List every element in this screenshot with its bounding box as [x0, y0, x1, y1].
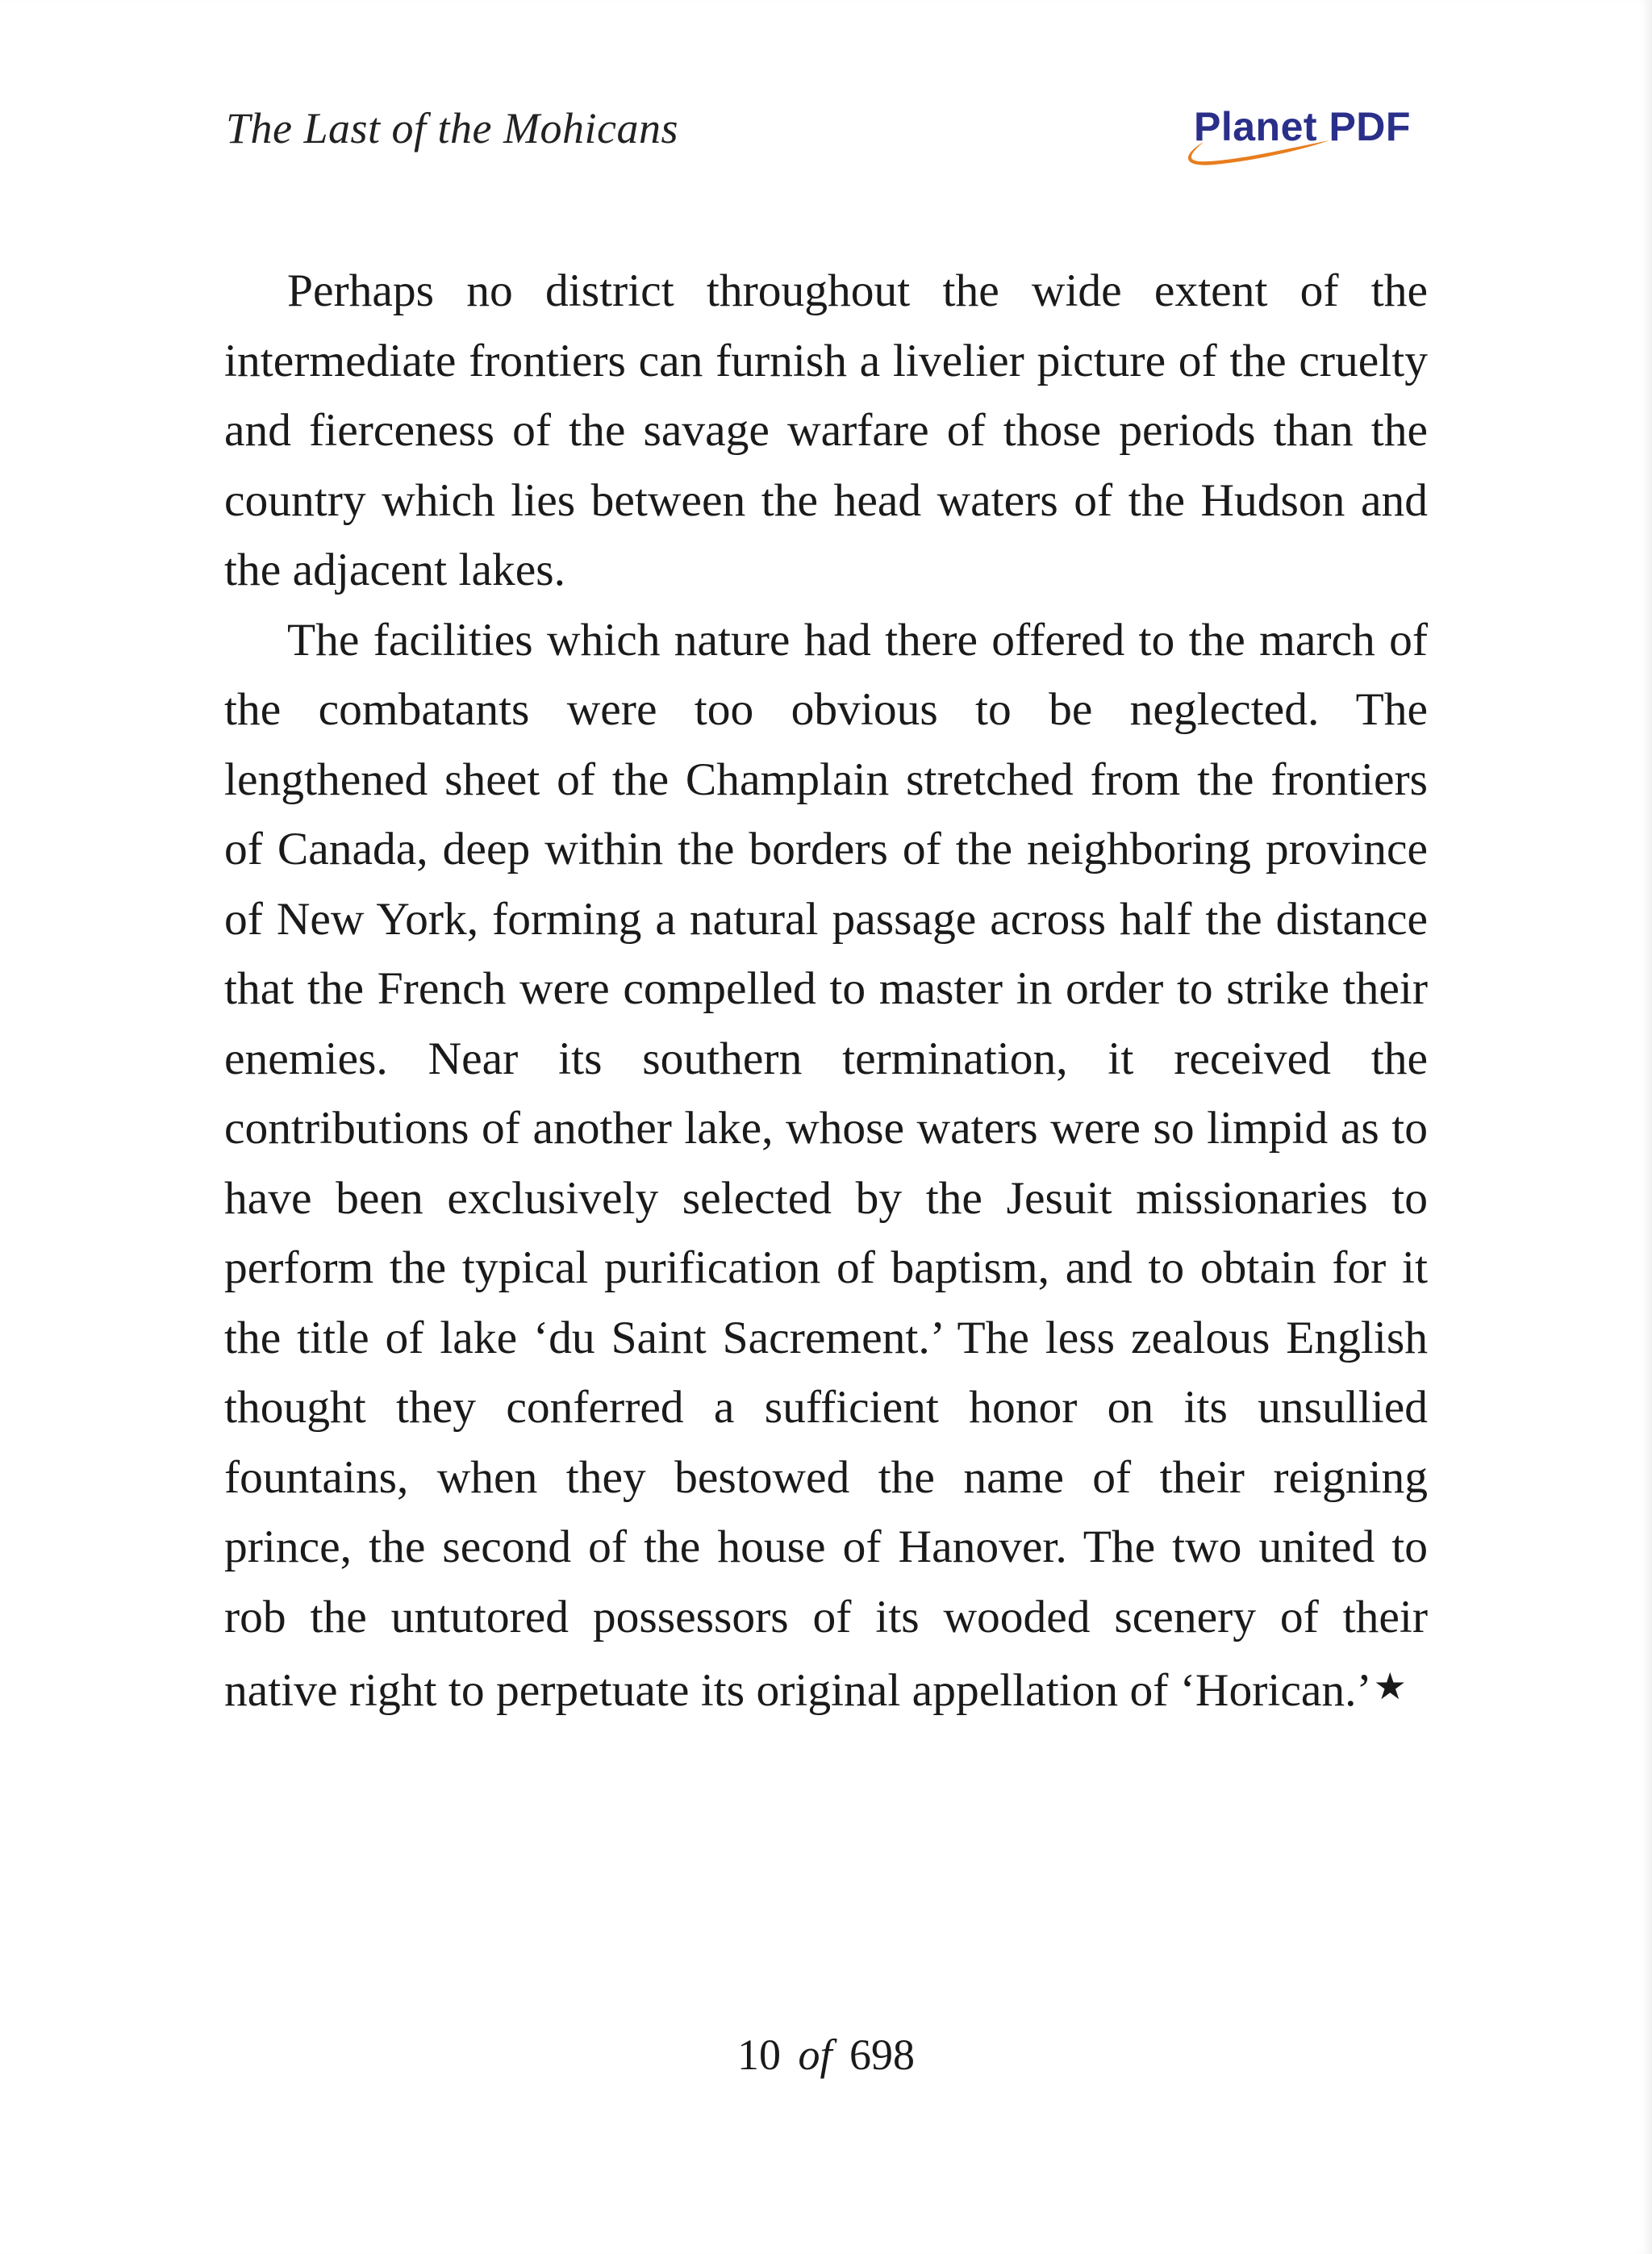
footnote-marker[interactable]: ★: [1373, 1666, 1407, 1707]
page-of-label: of: [798, 2031, 832, 2079]
planet-pdf-logo[interactable]: [1176, 95, 1434, 168]
current-page-number: 10: [736, 2031, 781, 2079]
logo-wordmark: Planet PDF: [1194, 104, 1411, 149]
page-number: [0, 2030, 1652, 2080]
running-header-title: The Last of the Mohicans: [226, 104, 678, 152]
paragraph-2: [224, 606, 1428, 1726]
paragraph-2-text: The facilities which nature had there offered to the march of the combatants were too obvious to be neglected. The lengthened sheet of the Champlain stretched from the frontiers of Canada, deep within the borders of the neighboring province of New York, forming a natural passage across half the distance that the French were compelled to master in order to strike their enemies. Near its southern termination, it received the contributions of another lake, whose waters were so limpid as to have been exclusively selected by the Jesuit missionaries to perform the typical purification of baptism, and to obtain for it the title of lake ‘du Saint Sacrement.’ The less zealous English thought they conferred a sufficient honor on its unsullied fountains, when they bestowed the name of their reigning prince, the second of the house of Hanover. The two united to rob the untutored possessors of its wooded scenery of their native right to perpetuate its original appellation of ‘Horican.’: [224, 614, 1428, 1716]
paragraph-1: Perhaps no district throughout the wide extent of the intermediate frontiers can furnish a livelier picture of the cruelty and fierceness of the savage warfare of those periods than the country which lies between the head waters of the Hudson and the adjacent lakes.: [224, 265, 1428, 595]
chapter-body: [224, 257, 1428, 1726]
total-page-count: 698: [849, 2031, 915, 2079]
